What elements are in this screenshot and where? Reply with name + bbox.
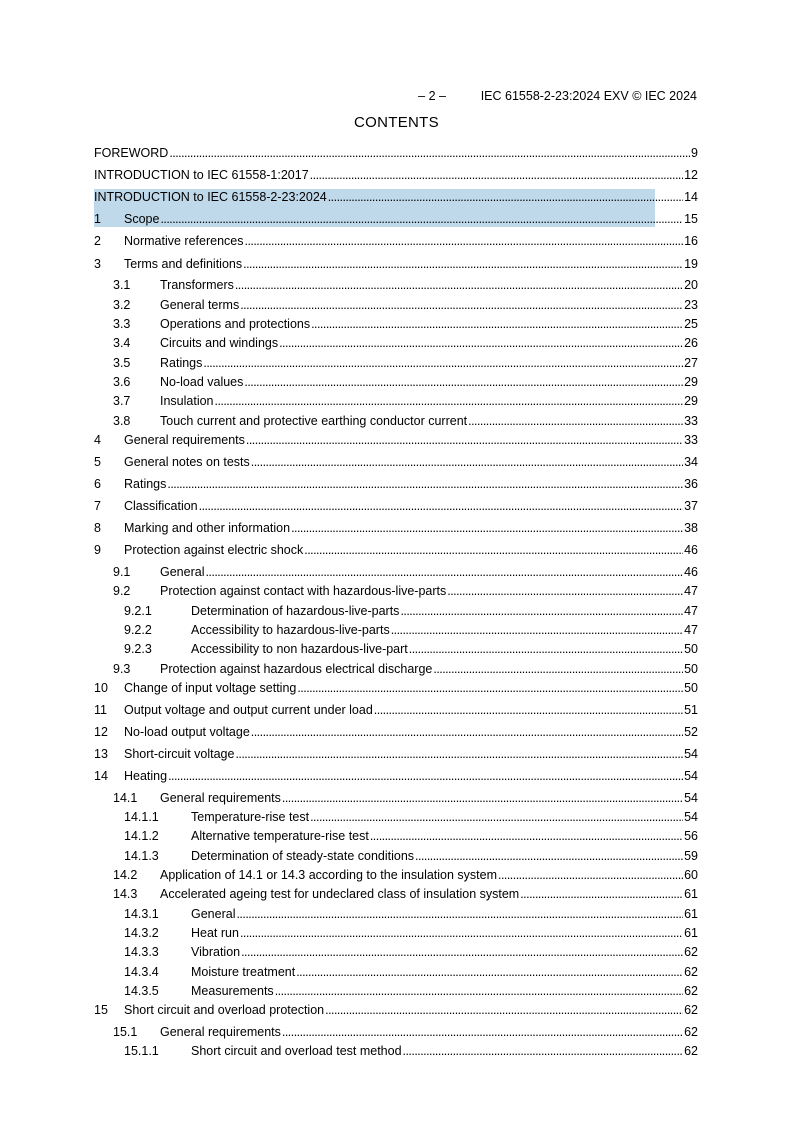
toc-entry-page: 16 bbox=[684, 234, 698, 248]
toc-entry-number: 14.1.3 bbox=[124, 849, 159, 863]
toc-entry-title: Protection against contact with hazardous-live-parts bbox=[160, 584, 447, 598]
toc-entry-page: 14 bbox=[684, 190, 698, 204]
toc-entry[interactable] bbox=[94, 867, 698, 883]
toc-entry-page: 29 bbox=[684, 394, 698, 408]
toc-entry-number: 11 bbox=[94, 703, 107, 717]
toc-entry[interactable] bbox=[94, 828, 698, 844]
toc-entry-number: 3.6 bbox=[113, 375, 131, 389]
toc-entry-title: Ratings bbox=[124, 477, 167, 491]
toc-entry-number: 7 bbox=[94, 499, 101, 513]
toc-entry-page: 29 bbox=[684, 375, 698, 389]
toc-entry-number: 14.1 bbox=[113, 791, 138, 805]
toc-dot-leader bbox=[328, 189, 683, 205]
toc-entry-page: 23 bbox=[684, 298, 698, 312]
page-title: CONTENTS bbox=[354, 114, 439, 131]
toc-entry[interactable] bbox=[94, 661, 698, 677]
toc-entry[interactable] bbox=[94, 145, 698, 161]
toc-entry-page: 54 bbox=[684, 769, 698, 783]
toc-entry[interactable] bbox=[94, 297, 698, 313]
toc-entry[interactable] bbox=[94, 189, 698, 205]
toc-entry[interactable] bbox=[94, 680, 698, 696]
toc-entry-page: 52 bbox=[684, 725, 698, 739]
toc-entry-title: Determination of steady-state conditions bbox=[191, 849, 415, 863]
toc-dot-leader bbox=[409, 641, 683, 657]
toc-dot-leader bbox=[160, 211, 683, 227]
toc-entry-page: 26 bbox=[684, 336, 698, 350]
toc-entry[interactable] bbox=[94, 233, 698, 249]
toc-entry-page: 50 bbox=[684, 642, 698, 656]
toc-entry[interactable] bbox=[94, 603, 698, 619]
toc-entry-number: 14.3.3 bbox=[124, 945, 159, 959]
toc-dot-leader bbox=[235, 277, 683, 293]
toc-entry-page: 50 bbox=[684, 662, 698, 676]
toc-entry-title: Accessibility to non hazardous-live-part bbox=[191, 642, 408, 656]
toc-entry-title: Moisture treatment bbox=[191, 965, 296, 979]
toc-dot-leader bbox=[391, 622, 683, 638]
toc-dot-leader bbox=[400, 603, 683, 619]
toc-entry-number: 9.1 bbox=[113, 565, 131, 579]
toc-entry-page: 61 bbox=[684, 926, 698, 940]
toc-entry-number: 6 bbox=[94, 477, 101, 491]
toc-entry-title: Accelerated ageing test for undeclared class of insulation system bbox=[160, 887, 520, 901]
toc-entry-page: 36 bbox=[684, 477, 698, 491]
toc-dot-leader bbox=[370, 828, 683, 844]
toc-entry[interactable] bbox=[94, 393, 698, 409]
toc-entry-number: 3.3 bbox=[113, 317, 131, 331]
toc-entry-number: 1 bbox=[94, 212, 101, 226]
toc-entry-page: 12 bbox=[684, 168, 698, 182]
toc-entry-page: 56 bbox=[684, 829, 698, 843]
toc-entry-page: 25 bbox=[684, 317, 698, 331]
toc-entry[interactable] bbox=[94, 454, 698, 470]
toc-dot-leader bbox=[235, 746, 683, 762]
toc-entry-page: 15 bbox=[684, 212, 698, 226]
toc-entry-page: 51 bbox=[684, 703, 698, 717]
toc-dot-leader bbox=[468, 413, 683, 429]
toc-entry[interactable] bbox=[94, 564, 698, 580]
toc-entry-page: 46 bbox=[684, 543, 698, 557]
toc-dot-leader bbox=[199, 498, 683, 514]
toc-entry-number: 9.2.1 bbox=[124, 604, 152, 618]
toc-dot-leader bbox=[282, 1024, 683, 1040]
toc-entry-number: 3.2 bbox=[113, 298, 131, 312]
toc-dot-leader bbox=[243, 256, 683, 272]
toc-entry[interactable] bbox=[94, 335, 698, 351]
toc-entry[interactable] bbox=[94, 964, 698, 980]
toc-entry-title: Insulation bbox=[160, 394, 214, 408]
toc-entry-page: 54 bbox=[684, 747, 698, 761]
toc-entry-title: Accessibility to hazardous-live-parts bbox=[191, 623, 390, 637]
toc-entry-page: 33 bbox=[684, 433, 698, 447]
toc-entry-number: 9.3 bbox=[113, 662, 131, 676]
toc-entry[interactable] bbox=[94, 886, 698, 902]
toc-dot-leader bbox=[310, 167, 683, 183]
toc-entry-number: 2 bbox=[94, 234, 101, 248]
toc-entry-number: 14.3 bbox=[113, 887, 138, 901]
toc-dot-leader bbox=[241, 944, 683, 960]
toc-entry-page: 62 bbox=[684, 965, 698, 979]
toc-dot-leader bbox=[240, 297, 683, 313]
toc-entry-number: 9.2.2 bbox=[124, 623, 152, 637]
toc-dot-leader bbox=[275, 983, 683, 999]
toc-entry[interactable] bbox=[94, 1043, 698, 1059]
toc-entry-number: 15.1 bbox=[113, 1025, 138, 1039]
toc-dot-leader bbox=[310, 809, 683, 825]
toc-entry-page: 54 bbox=[684, 810, 698, 824]
toc-entry-title: Temperature-rise test bbox=[191, 810, 310, 824]
toc-entry-page: 34 bbox=[684, 455, 698, 469]
toc-entry-number: 4 bbox=[94, 433, 101, 447]
toc-entry-page: 61 bbox=[684, 887, 698, 901]
toc-entry-title: General requirements bbox=[160, 1025, 281, 1039]
toc-dot-leader bbox=[168, 768, 683, 784]
toc-entry-number: 14.3.4 bbox=[124, 965, 159, 979]
toc-entry-page: 61 bbox=[684, 907, 698, 921]
toc-entry-number: 14.1.2 bbox=[124, 829, 159, 843]
toc-entry-number: 5 bbox=[94, 455, 101, 469]
toc-dot-leader bbox=[282, 790, 683, 806]
toc-entry-number: 3.5 bbox=[113, 356, 131, 370]
toc-entry-number: 3.4 bbox=[113, 336, 131, 350]
toc-entry[interactable] bbox=[94, 790, 698, 806]
toc-entry[interactable] bbox=[94, 277, 698, 293]
toc-dot-leader bbox=[203, 355, 683, 371]
toc-entry-title: Circuits and windings bbox=[160, 336, 279, 350]
toc-entry-page: 47 bbox=[684, 584, 698, 598]
toc-entry[interactable] bbox=[94, 583, 698, 599]
toc-entry-title: General bbox=[191, 907, 236, 921]
toc-dot-leader bbox=[374, 702, 683, 718]
toc-entry[interactable] bbox=[94, 1024, 698, 1040]
toc-entry-title: Terms and definitions bbox=[124, 257, 243, 271]
toc-dot-leader bbox=[246, 432, 683, 448]
toc-entry-title: Classification bbox=[124, 499, 198, 513]
toc-entry-title: Vibration bbox=[191, 945, 241, 959]
toc-entry-page: 62 bbox=[684, 1025, 698, 1039]
toc-dot-leader bbox=[244, 374, 683, 390]
toc-entry-title: Heating bbox=[124, 769, 168, 783]
toc-dot-leader bbox=[297, 680, 683, 696]
toc-entry-title: Protection against electric shock bbox=[124, 543, 304, 557]
toc-entry-title: No-load values bbox=[160, 375, 244, 389]
toc-entry[interactable] bbox=[94, 746, 698, 762]
toc-entry-number: 9.2 bbox=[113, 584, 131, 598]
toc-entry[interactable] bbox=[94, 256, 698, 272]
toc-dot-leader bbox=[251, 724, 683, 740]
toc-dot-leader bbox=[296, 964, 683, 980]
toc-entry-title: INTRODUCTION to IEC 61558-1:2017 bbox=[94, 168, 309, 182]
toc-entry-title: General bbox=[160, 565, 205, 579]
toc-dot-leader bbox=[169, 145, 690, 161]
toc-entry-page: 50 bbox=[684, 681, 698, 695]
toc-dot-leader bbox=[215, 393, 684, 409]
toc-dot-leader bbox=[433, 661, 683, 677]
toc-entry[interactable] bbox=[94, 167, 698, 183]
toc-entry-number: 3.8 bbox=[113, 414, 131, 428]
toc-dot-leader bbox=[520, 886, 683, 902]
toc-entry-title: Protection against hazardous electrical discharge bbox=[160, 662, 433, 676]
toc-entry-number: 14.3.2 bbox=[124, 926, 159, 940]
toc-entry-page: 54 bbox=[684, 791, 698, 805]
toc-dot-leader bbox=[167, 476, 683, 492]
toc-entry[interactable] bbox=[94, 211, 698, 227]
toc-entry-number: 14.2 bbox=[113, 868, 138, 882]
toc-dot-leader bbox=[205, 564, 683, 580]
toc-entry-title: Output voltage and output current under load bbox=[124, 703, 373, 717]
toc-entry-title: Operations and protections bbox=[160, 317, 311, 331]
toc-entry[interactable] bbox=[94, 355, 698, 371]
toc-entry-title: Short circuit and overload protection bbox=[124, 1003, 325, 1017]
toc-entry-page: 62 bbox=[684, 984, 698, 998]
toc-entry-number: 14.3.1 bbox=[124, 907, 159, 921]
toc-entry-number: 14 bbox=[94, 769, 108, 783]
toc-entry-page: 27 bbox=[684, 356, 698, 370]
toc-entry-title: Marking and other information bbox=[124, 521, 291, 535]
toc-dot-leader bbox=[447, 583, 683, 599]
toc-entry-title: FOREWORD bbox=[94, 146, 169, 160]
toc-entry-number: 3 bbox=[94, 257, 101, 271]
page-number: – 2 – bbox=[418, 89, 446, 103]
toc-dot-leader bbox=[245, 233, 684, 249]
toc-entry-title: Normative references bbox=[124, 234, 244, 248]
toc-entry[interactable] bbox=[94, 413, 698, 429]
toc-entry-title: Ratings bbox=[160, 356, 203, 370]
toc-entry-page: 59 bbox=[684, 849, 698, 863]
toc-entry-title: Transformers bbox=[160, 278, 234, 292]
toc-entry[interactable] bbox=[94, 374, 698, 390]
toc-entry-page: 47 bbox=[684, 604, 698, 618]
toc-entry[interactable] bbox=[94, 498, 698, 514]
toc-dot-leader bbox=[291, 520, 683, 536]
toc-entry-title: General terms bbox=[160, 298, 240, 312]
toc-entry-page: 60 bbox=[684, 868, 698, 882]
toc-entry-title: No-load output voltage bbox=[124, 725, 250, 739]
toc-entry[interactable] bbox=[94, 809, 698, 825]
toc-dot-leader bbox=[279, 335, 683, 351]
toc-entry-title: Scope bbox=[124, 212, 160, 226]
toc-entry-title: Short-circuit voltage bbox=[124, 747, 235, 761]
toc-entry[interactable] bbox=[94, 641, 698, 657]
toc-entry[interactable] bbox=[94, 432, 698, 448]
toc-entry-number: 3.7 bbox=[113, 394, 131, 408]
toc-entry-number: 15.1.1 bbox=[124, 1044, 159, 1058]
toc-entry[interactable] bbox=[94, 1002, 698, 1018]
toc-entry[interactable] bbox=[94, 702, 698, 718]
toc-entry-page: 19 bbox=[684, 257, 698, 271]
table-of-contents bbox=[94, 0, 698, 1122]
toc-entry-page: 9 bbox=[691, 146, 698, 160]
toc-entry-number: 9 bbox=[94, 543, 101, 557]
toc-entry-page: 62 bbox=[684, 1044, 698, 1058]
toc-dot-leader bbox=[415, 848, 683, 864]
toc-entry-number: 10 bbox=[94, 681, 108, 695]
toc-entry-number: 13 bbox=[94, 747, 108, 761]
toc-entry[interactable] bbox=[94, 906, 698, 922]
toc-dot-leader bbox=[498, 867, 683, 883]
toc-dot-leader bbox=[251, 454, 683, 470]
toc-entry-title: Heat run bbox=[191, 926, 239, 940]
toc-entry-number: 3.1 bbox=[113, 278, 131, 292]
toc-entry[interactable] bbox=[94, 925, 698, 941]
toc-entry-number: 12 bbox=[94, 725, 108, 739]
toc-entry-title: Change of input voltage setting bbox=[124, 681, 297, 695]
toc-entry-title: Alternative temperature-rise test bbox=[191, 829, 369, 843]
toc-entry-title: General requirements bbox=[124, 433, 245, 447]
toc-entry-page: 20 bbox=[684, 278, 698, 292]
toc-entry-number: 8 bbox=[94, 521, 101, 535]
toc-dot-leader bbox=[236, 906, 683, 922]
toc-entry[interactable] bbox=[94, 476, 698, 492]
toc-dot-leader bbox=[240, 925, 683, 941]
toc-entry[interactable] bbox=[94, 768, 698, 784]
toc-entry-page: 47 bbox=[684, 623, 698, 637]
toc-entry-page: 62 bbox=[684, 945, 698, 959]
toc-entry-number: 9.2.3 bbox=[124, 642, 152, 656]
toc-entry[interactable] bbox=[94, 542, 698, 558]
toc-entry-title: General notes on tests bbox=[124, 455, 250, 469]
toc-dot-leader bbox=[403, 1043, 684, 1059]
toc-entry-page: 33 bbox=[684, 414, 698, 428]
toc-entry-title: INTRODUCTION to IEC 61558-2-23:2024 bbox=[94, 190, 327, 204]
toc-entry[interactable] bbox=[94, 944, 698, 960]
toc-entry-title: Short circuit and overload test method bbox=[191, 1044, 402, 1058]
toc-entry-title: Touch current and protective earthing conductor current bbox=[160, 414, 468, 428]
toc-entry-title: Determination of hazardous-live-parts bbox=[191, 604, 400, 618]
toc-entry-number: 14.3.5 bbox=[124, 984, 159, 998]
toc-entry[interactable] bbox=[94, 316, 698, 332]
toc-entry-title: Measurements bbox=[191, 984, 274, 998]
toc-entry[interactable] bbox=[94, 983, 698, 999]
toc-entry-number: 14.1.1 bbox=[124, 810, 159, 824]
toc-entry-page: 46 bbox=[684, 565, 698, 579]
toc-entry-number: 15 bbox=[94, 1003, 108, 1017]
toc-dot-leader bbox=[325, 1002, 683, 1018]
toc-entry[interactable] bbox=[94, 622, 698, 638]
standard-reference: IEC 61558-2-23:2024 EXV © IEC 2024 bbox=[480, 89, 697, 103]
toc-entry-title: Application of 14.1 or 14.3 according to the insulation system bbox=[160, 868, 498, 882]
toc-entry[interactable] bbox=[94, 724, 698, 740]
toc-entry-page: 38 bbox=[684, 521, 698, 535]
toc-dot-leader bbox=[311, 316, 683, 332]
toc-entry-page: 62 bbox=[684, 1003, 698, 1017]
toc-entry[interactable] bbox=[94, 520, 698, 536]
toc-entry[interactable] bbox=[94, 848, 698, 864]
toc-entry-page: 37 bbox=[684, 499, 698, 513]
toc-dot-leader bbox=[304, 542, 683, 558]
toc-entry-title: General requirements bbox=[160, 791, 281, 805]
